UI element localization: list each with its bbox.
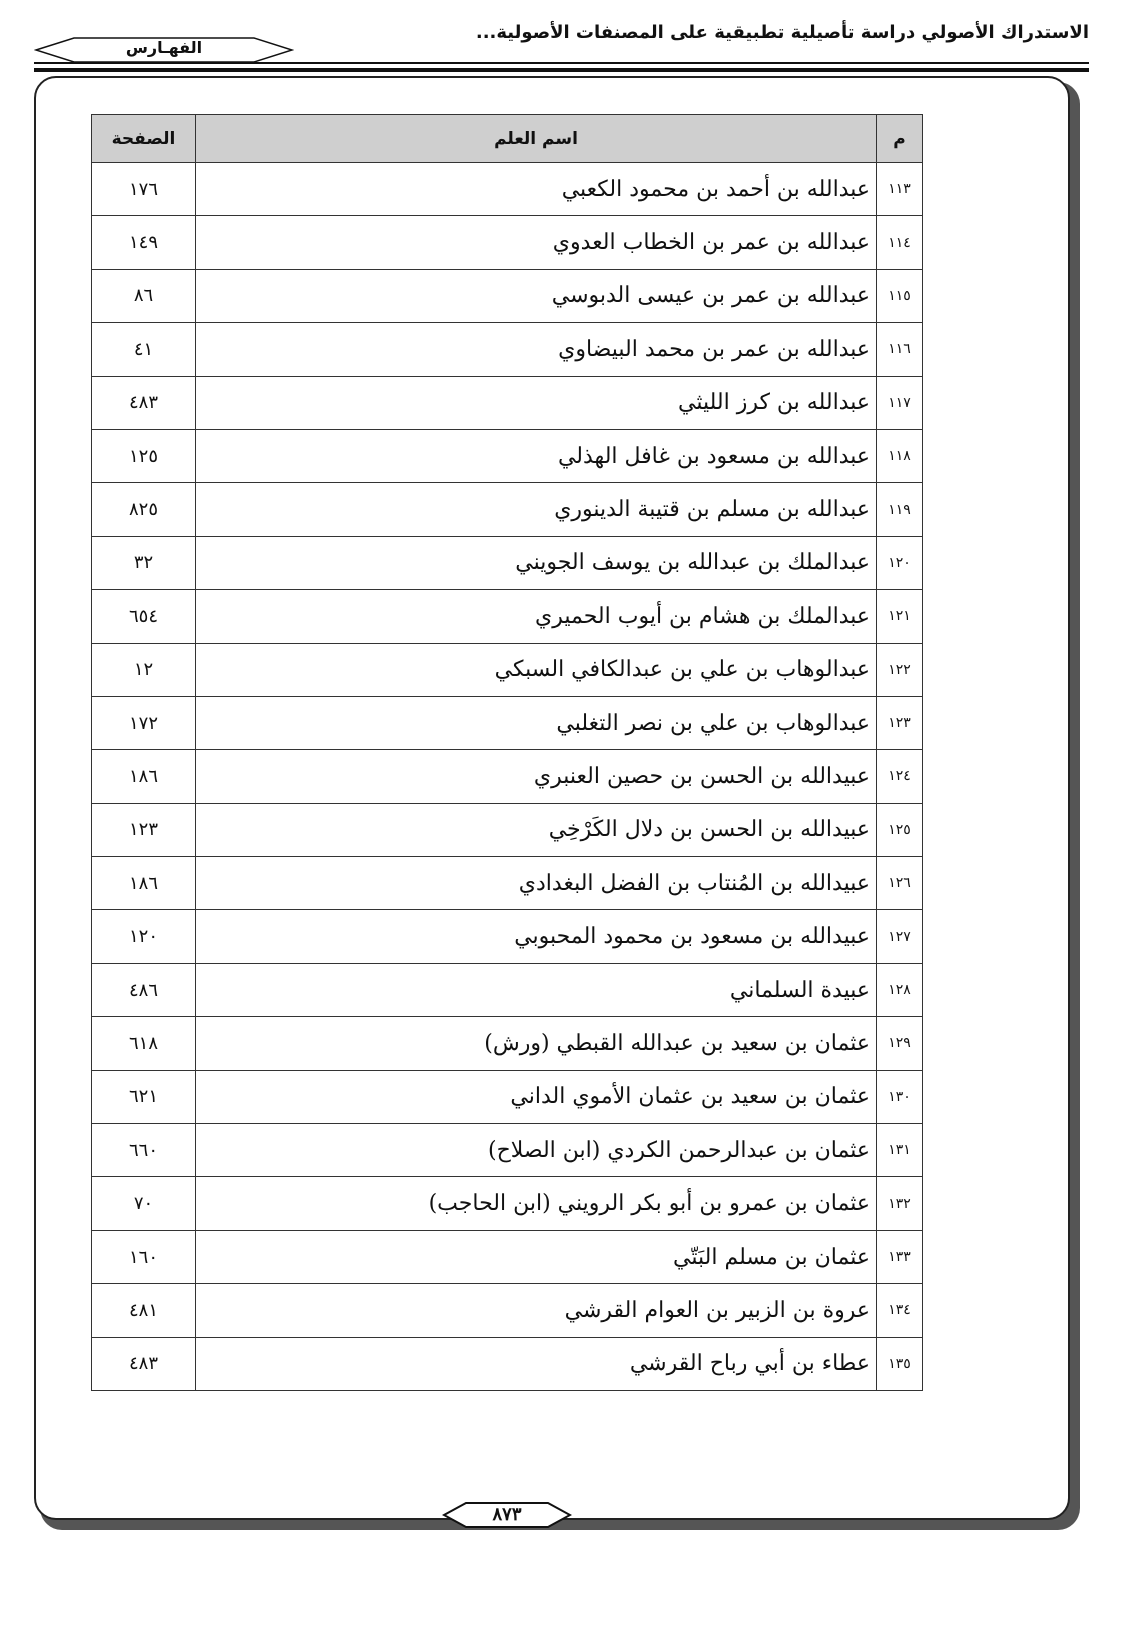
page-ref: ٤٨٦ (92, 963, 196, 1016)
row-number: ١٢٩ (877, 1017, 923, 1070)
table-row (92, 323, 923, 376)
person-name: عبيدة السلماني (196, 963, 877, 1016)
page-ref: ٣٢ (92, 536, 196, 589)
row-number: ١٢٢ (877, 643, 923, 696)
table-row (92, 750, 923, 803)
page-ref: ٨٢٥ (92, 483, 196, 536)
page-number: ٨٧٣ (492, 1504, 522, 1525)
page-ref: ٨٦ (92, 269, 196, 322)
page-ref: ١٧٢ (92, 696, 196, 749)
page-number-badge (442, 1500, 572, 1530)
row-number: ١٢٥ (877, 803, 923, 856)
row-number: ١٣٥ (877, 1337, 923, 1390)
table-row (92, 696, 923, 749)
person-name: عبيدالله بن الحسن بن حصين العنبري (196, 750, 877, 803)
book-title: الاستدراك الأصولي دراسة تأصيلية تطبيقية على المصنفات الأصولية... (475, 22, 1089, 43)
header-name: اسم العلم (196, 115, 877, 163)
person-name: عبدالله بن عمر بن الخطاب العدوي (196, 216, 877, 269)
table-row (92, 803, 923, 856)
person-name: عبدالله بن مسعود بن غافل الهذلي (196, 429, 877, 482)
table-row (92, 269, 923, 322)
row-number: ١٢٧ (877, 910, 923, 963)
table-row (92, 1070, 923, 1123)
header-num: م (877, 115, 923, 163)
table-row (92, 1284, 923, 1337)
person-name: عثمان بن مسلم البَتّي (196, 1230, 877, 1283)
page-ref: ١٨٦ (92, 857, 196, 910)
person-name: عبدالوهاب بن علي بن عبدالكافي السبكي (196, 643, 877, 696)
person-name: عطاء بن أبي رباح القرشي (196, 1337, 877, 1390)
table-row (92, 536, 923, 589)
header-rule-thin (34, 62, 1089, 64)
page-ref: ٤٨٣ (92, 376, 196, 429)
page-ref: ٦٥٤ (92, 590, 196, 643)
row-number: ١٢٣ (877, 696, 923, 749)
person-name: عثمان بن عبدالرحمن الكردي (ابن الصلاح) (196, 1124, 877, 1177)
row-number: ١١٣ (877, 163, 923, 216)
row-number: ١٣٢ (877, 1177, 923, 1230)
row-number: ١٢٦ (877, 857, 923, 910)
page-ref: ٤٨١ (92, 1284, 196, 1337)
table-row (92, 910, 923, 963)
table-row (92, 216, 923, 269)
table-row (92, 590, 923, 643)
person-name: عبدالله بن كرز الليثي (196, 376, 877, 429)
page-ref: ١٧٦ (92, 163, 196, 216)
person-name: عثمان بن عمرو بن أبو بكر الرويني (ابن الحاجب) (196, 1177, 877, 1230)
page-ref: ٧٠ (92, 1177, 196, 1230)
row-number: ١٣٠ (877, 1070, 923, 1123)
row-number: ١١٤ (877, 216, 923, 269)
page-ref: ٦٦٠ (92, 1124, 196, 1177)
page-ref: ١٨٦ (92, 750, 196, 803)
section-label: الفهـارس (125, 38, 203, 57)
page-ref: ١٢٣ (92, 803, 196, 856)
table-row (92, 857, 923, 910)
row-number: ١٢١ (877, 590, 923, 643)
row-number: ١٣٣ (877, 1230, 923, 1283)
row-number: ١١٦ (877, 323, 923, 376)
page-ref: ٤٨٣ (92, 1337, 196, 1390)
person-name: عبدالله بن أحمد بن محمود الكعبي (196, 163, 877, 216)
header-page: الصفحة (92, 115, 196, 163)
person-name: عبيدالله بن مسعود بن محمود المحبوبي (196, 910, 877, 963)
page-ref: ١٢٠ (92, 910, 196, 963)
table-row (92, 643, 923, 696)
row-number: ١٣٤ (877, 1284, 923, 1337)
row-number: ١٢٠ (877, 536, 923, 589)
row-number: ١٢٨ (877, 963, 923, 1016)
table-row (92, 163, 923, 216)
row-number: ١٣١ (877, 1124, 923, 1177)
person-name: عثمان بن سعيد بن عبدالله القبطي (ورش) (196, 1017, 877, 1070)
person-name: عبدالله بن مسلم بن قتيبة الدينوري (196, 483, 877, 536)
person-name: عبدالملك بن عبدالله بن يوسف الجويني (196, 536, 877, 589)
table-row (92, 1337, 923, 1390)
person-name: عبدالله بن عمر بن محمد البيضاوي (196, 323, 877, 376)
row-number: ١١٧ (877, 376, 923, 429)
person-name: عبدالملك بن هشام بن أيوب الحميري (196, 590, 877, 643)
table-row (92, 483, 923, 536)
page-ref: ٦١٨ (92, 1017, 196, 1070)
table-row (92, 963, 923, 1016)
person-name: عروة بن الزبير بن العوام القرشي (196, 1284, 877, 1337)
index-table (91, 114, 923, 1391)
table-row (92, 376, 923, 429)
person-name: عثمان بن سعيد بن عثمان الأموي الداني (196, 1070, 877, 1123)
row-number: ١٢٤ (877, 750, 923, 803)
page-ref: ١٢ (92, 643, 196, 696)
table-row (92, 1124, 923, 1177)
header-rule-thick (34, 68, 1089, 72)
row-number: ١١٩ (877, 483, 923, 536)
table-row (92, 1230, 923, 1283)
table-row (92, 1017, 923, 1070)
page-ref: ٤١ (92, 323, 196, 376)
page-header (34, 14, 1089, 74)
page-ref: ١٢٥ (92, 429, 196, 482)
row-number: ١١٥ (877, 269, 923, 322)
person-name: عبيدالله بن المُنتاب بن الفضل البغدادي (196, 857, 877, 910)
person-name: عبيدالله بن الحسن بن دلال الكَرْخِي (196, 803, 877, 856)
page-ref: ١٤٩ (92, 216, 196, 269)
table-row (92, 1177, 923, 1230)
page-ref: ٦٢١ (92, 1070, 196, 1123)
table-header-row (92, 115, 923, 163)
row-number: ١١٨ (877, 429, 923, 482)
person-name: عبدالله بن عمر بن عيسى الدبوسي (196, 269, 877, 322)
page-ref: ١٦٠ (92, 1230, 196, 1283)
table-row (92, 429, 923, 482)
section-tab (34, 36, 294, 64)
person-name: عبدالوهاب بن علي بن نصر التغلبي (196, 696, 877, 749)
